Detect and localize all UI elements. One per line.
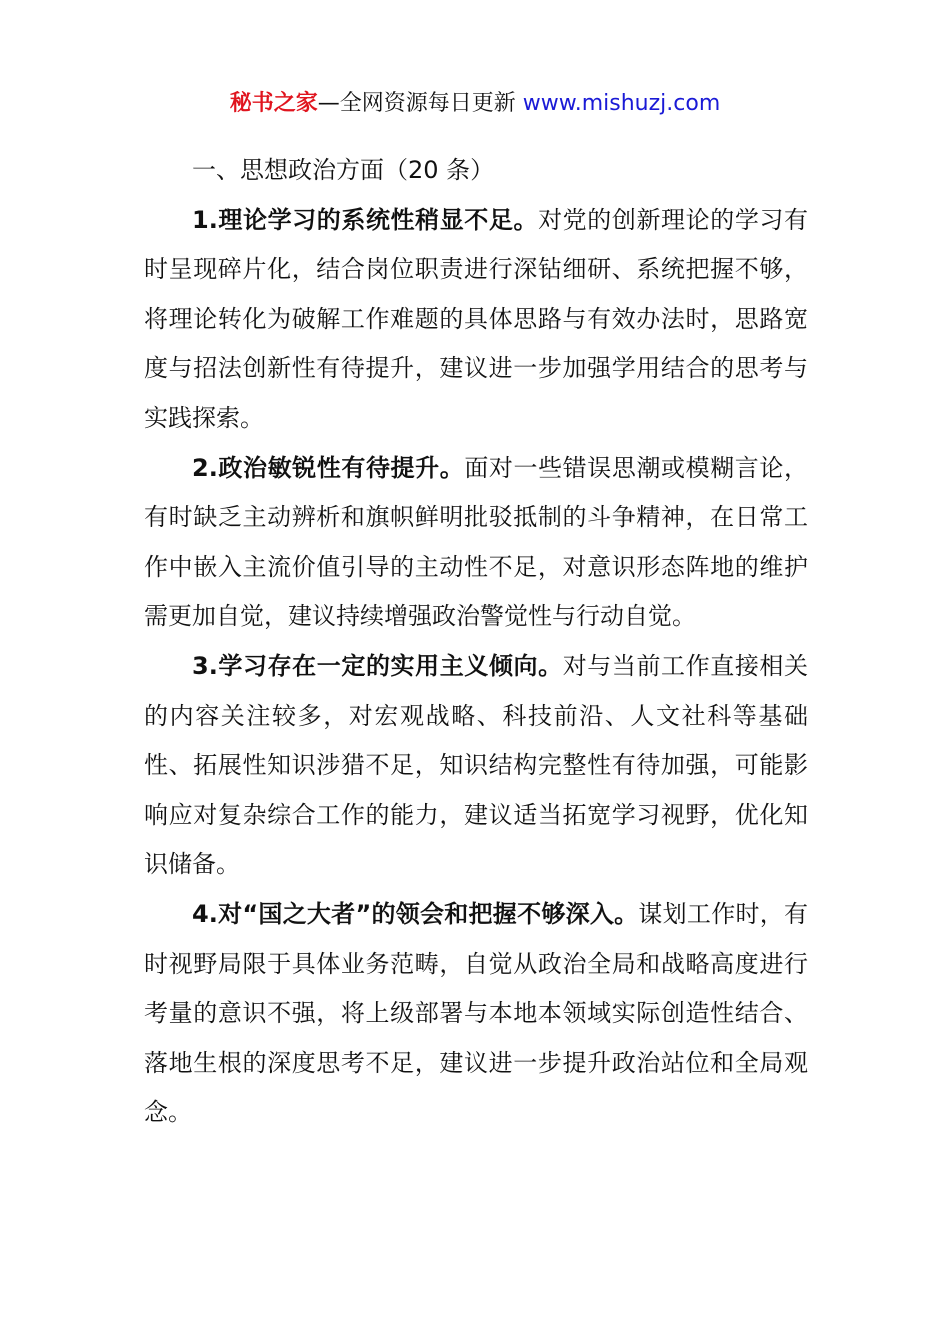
header-tagline: 全网资源每日更新 — [339, 91, 516, 116]
list-item — [144, 642, 808, 890]
item-body: 谋划工作时，有时视野局限于具体业务范畴，自觉从政治全局和战略高度进行考量的意识不强，将上级部署与本地本领域实际创造性结合、落地生根的深度思考不足，建议进一步提升政治站位和全局观念。 — [144, 899, 808, 1127]
item-body: 对党的创新理论的学习有时呈现碎片化，结合岗位职责进行深钻细研、系统把握不够，将理论转化为破解工作难题的具体思路与有效办法时，思路宽度与招法创新性有待提升，建议进一步加强学用结合的思考与实践探索。 — [144, 205, 808, 432]
header-separator: — — [317, 91, 340, 116]
item-title: 2.政治敏锐性有待提升。 — [192, 453, 465, 482]
item-title: 4.对“国之大者”的领会和把握不够深入。 — [192, 899, 639, 928]
item-body: 面对一些错误思潮或模糊言论，有时缺乏主动辨析和旗帜鲜明批驳抵制的斗争精神，在日常工作中嵌入主流价值引导的主动性不足，对意识形态阵地的维护需更加自觉，建议持续增强政治警觉性与行动自觉。 — [144, 453, 808, 631]
site-url-link[interactable]: www.mishuzj.com — [522, 91, 721, 116]
list-item — [144, 444, 808, 642]
item-title: 1.理论学习的系统性稍显不足。 — [192, 205, 539, 234]
site-header — [0, 88, 950, 120]
document-body — [144, 146, 808, 1138]
list-item — [144, 890, 808, 1138]
brand-name: 秘书之家 — [229, 91, 318, 116]
list-item — [144, 196, 808, 444]
section-heading: 一、思想政治方面（20 条） — [192, 156, 495, 184]
item-title: 3.学习存在一定的实用主义倾向。 — [192, 651, 563, 680]
item-body: 对与当前工作直接相关的内容关注较多，对宏观战略、科技前沿、人文社科等基础性、拓展性知识涉猎不足，知识结构完整性有待加强，可能影响应对复杂综合工作的能力，建议适当拓宽学习视野，优化知识储备。 — [144, 651, 809, 879]
